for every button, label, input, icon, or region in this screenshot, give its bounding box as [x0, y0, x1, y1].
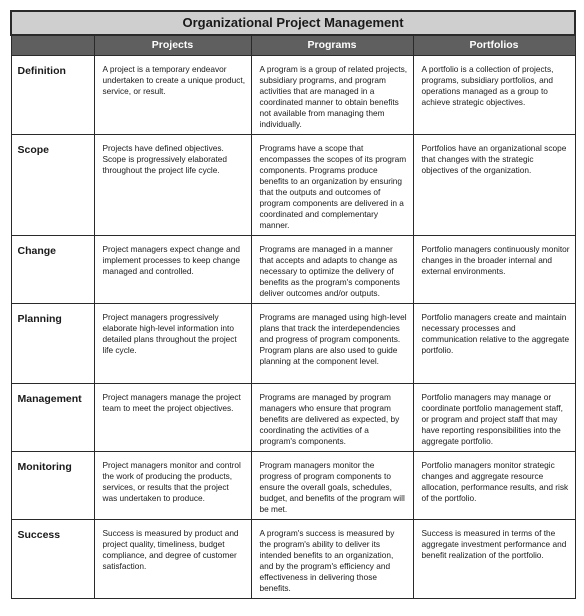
cell-management-programs: Programs are managed by program managers who ensure that program benefits are delivered as expected, by coordinating the activities of a program's components. — [251, 384, 413, 452]
table-row-management — [11, 384, 575, 452]
table-row-definition — [11, 56, 575, 135]
cell-monitoring-portfolios: Portfolio managers monitor strategic changes and aggregate resource allocation, performance results, and risk of the portfolio. — [413, 452, 575, 520]
cell-definition-portfolios: A portfolio is a collection of projects, programs, subsidiary portfolios, and operations managed as a group to achieve strategic objectives. — [413, 56, 575, 135]
cell-monitoring-programs: Program managers monitor the progress of program components to ensure the overall goals, schedules, budget, and benefits of the program will be met. — [251, 452, 413, 520]
cell-management-portfolios: Portfolio managers may manage or coordinate portfolio management staff, or program and project staff that may have reporting responsibilities into the aggregate portfolio. — [413, 384, 575, 452]
table-row-scope — [11, 135, 575, 236]
row-label-change: Change — [11, 236, 94, 304]
column-header-programs: Programs — [251, 35, 413, 56]
row-label-monitoring: Monitoring — [11, 452, 94, 520]
row-label-planning: Planning — [11, 304, 94, 384]
cell-scope-portfolios: Portfolios have an organizational scope that changes with the strategic objectives of the organization. — [413, 135, 575, 236]
comparison-table-container — [10, 10, 574, 599]
column-header-portfolios: Portfolios — [413, 35, 575, 56]
cell-management-projects: Project managers manage the project team to meet the project objectives. — [94, 384, 251, 452]
table-row-change — [11, 236, 575, 304]
cell-change-projects: Project managers expect change and implement processes to keep change managed and controlled. — [94, 236, 251, 304]
table-row-planning — [11, 304, 575, 384]
cell-monitoring-projects: Project managers monitor and control the work of producing the products, services, or results that the project was undertaken to produce. — [94, 452, 251, 520]
cell-success-portfolios: Success is measured in terms of the aggregate investment performance and benefit realization of the portfolio. — [413, 520, 575, 599]
table-row-success — [11, 520, 575, 599]
cell-change-portfolios: Portfolio managers continuously monitor changes in the broader internal and external environments. — [413, 236, 575, 304]
cell-definition-projects: A project is a temporary endeavor undertaken to create a unique product, service, or result. — [94, 56, 251, 135]
column-header-projects: Projects — [94, 35, 251, 56]
row-label-definition: Definition — [11, 56, 94, 135]
cell-change-programs: Programs are managed in a manner that accepts and adapts to change as necessary to optimize the delivery of benefits as the program's components deliver outcomes and/or outputs. — [251, 236, 413, 304]
cell-success-programs: A program's success is measured by the program's ability to deliver its intended benefits to an organization, and by the program's efficiency and effectiveness in delivering those benefits. — [251, 520, 413, 599]
row-label-management: Management — [11, 384, 94, 452]
cell-planning-programs: Programs are managed using high-level plans that track the interdependencies and progress of program components. Program plans are also used to guide planning at the component level. — [251, 304, 413, 384]
row-label-success: Success — [11, 520, 94, 599]
cell-scope-programs: Programs have a scope that encompasses the scopes of its program components. Programs produce benefits to an organization by ensuring that the outputs and outcomes of program components are delivered in a coordinated and complementary manner. — [251, 135, 413, 236]
cell-success-projects: Success is measured by product and project quality, timeliness, budget compliance, and degree of customer satisfaction. — [94, 520, 251, 599]
cell-planning-projects: Project managers progressively elaborate high-level information into detailed plans throughout the project life cycle. — [94, 304, 251, 384]
cell-planning-portfolios: Portfolio managers create and maintain necessary processes and communication relative to the aggregate portfolio. — [413, 304, 575, 384]
comparison-table — [10, 10, 576, 599]
table-title: Organizational Project Management — [11, 11, 575, 35]
header-corner — [11, 35, 94, 56]
row-label-scope: Scope — [11, 135, 94, 236]
table-row-monitoring — [11, 452, 575, 520]
cell-definition-programs: A program is a group of related projects, subsidiary programs, and program activities that are managed in a coordinated manner to obtain benefits not available from managing them individually. — [251, 56, 413, 135]
cell-scope-projects: Projects have defined objectives. Scope is progressively elaborated throughout the project life cycle. — [94, 135, 251, 236]
